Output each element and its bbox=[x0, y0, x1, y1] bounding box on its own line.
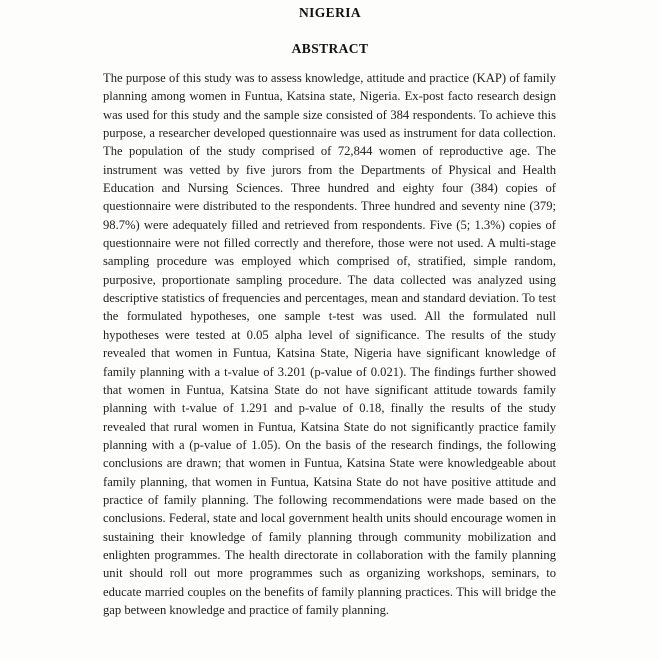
abstract-body bbox=[103, 69, 556, 619]
abstract-paragraph: The purpose of this study was to assess knowledge, attitude and practice (KAP) of family planning among women in Funtua, Katsina state, Nigeria. Ex-post facto research design was used for this study and the sample size consisted of 384 respondents. To achieve this purpose, a researcher developed questionnaire was used as instrument for data collection. The population of the study comprised of 72,844 women of reproductive age. The instrument was vetted by five jurors from the Departments of Physical and Health Education and Nursing Sciences. Three hundred and eighty four (384) copies of questionnaire were distributed to the respondents. Three hundred and seventy nine (379; 98.7%) were adequately filled and retrieved from respondents. Five (5; 1.3%) copies of questionnaire were not filled correctly and therefore, those were not used. A multi-stage sampling procedure was employed which comprised of, stratified, simple random, purposive, proportionate sampling procedure. The data collected was analyzed using descriptive statistics of frequencies and percentages, mean and standard deviation. To test the formulated hypotheses, one sample t-test was used. All the formulated null hypotheses were tested at 0.05 alpha level of significance. The results of the study revealed that women in Funtua, Katsina State, Nigeria have significant knowledge of family planning with a t-value of 3.201 (p-value of 0.021). The findings further showed that women in Funtua, Katsina State do not have significant attitude towards family planning with t-value of 1.291 and p-value of 0.18, finally the results of the study revealed that rural women in Funtua, Katsina State do not significantly practice family planning with a (p-value of 1.05). On the basis of the research findings, the following conclusions are drawn; that women in Funtua, Katsina State were knowledgeable about family planning, that women in Funtua, Katsina State do not have positive attitude and practice of family planning. The following recommendations were made based on the conclusions. Federal, state and local government health units should encourage women in sustaining their knowledge of family planning through community mobilization and enlighten programmes. The health directorate in collaboration with the family planning unit should roll out more programmes such as organizing workshops, seminars, to educate married couples on the benefits of family planning practices. This will bridge the gap between knowledge and practice of family planning. bbox=[103, 71, 556, 617]
page-title-country: NIGERIA bbox=[298, 5, 362, 20]
section-heading-abstract: ABSTRACT bbox=[291, 41, 369, 56]
